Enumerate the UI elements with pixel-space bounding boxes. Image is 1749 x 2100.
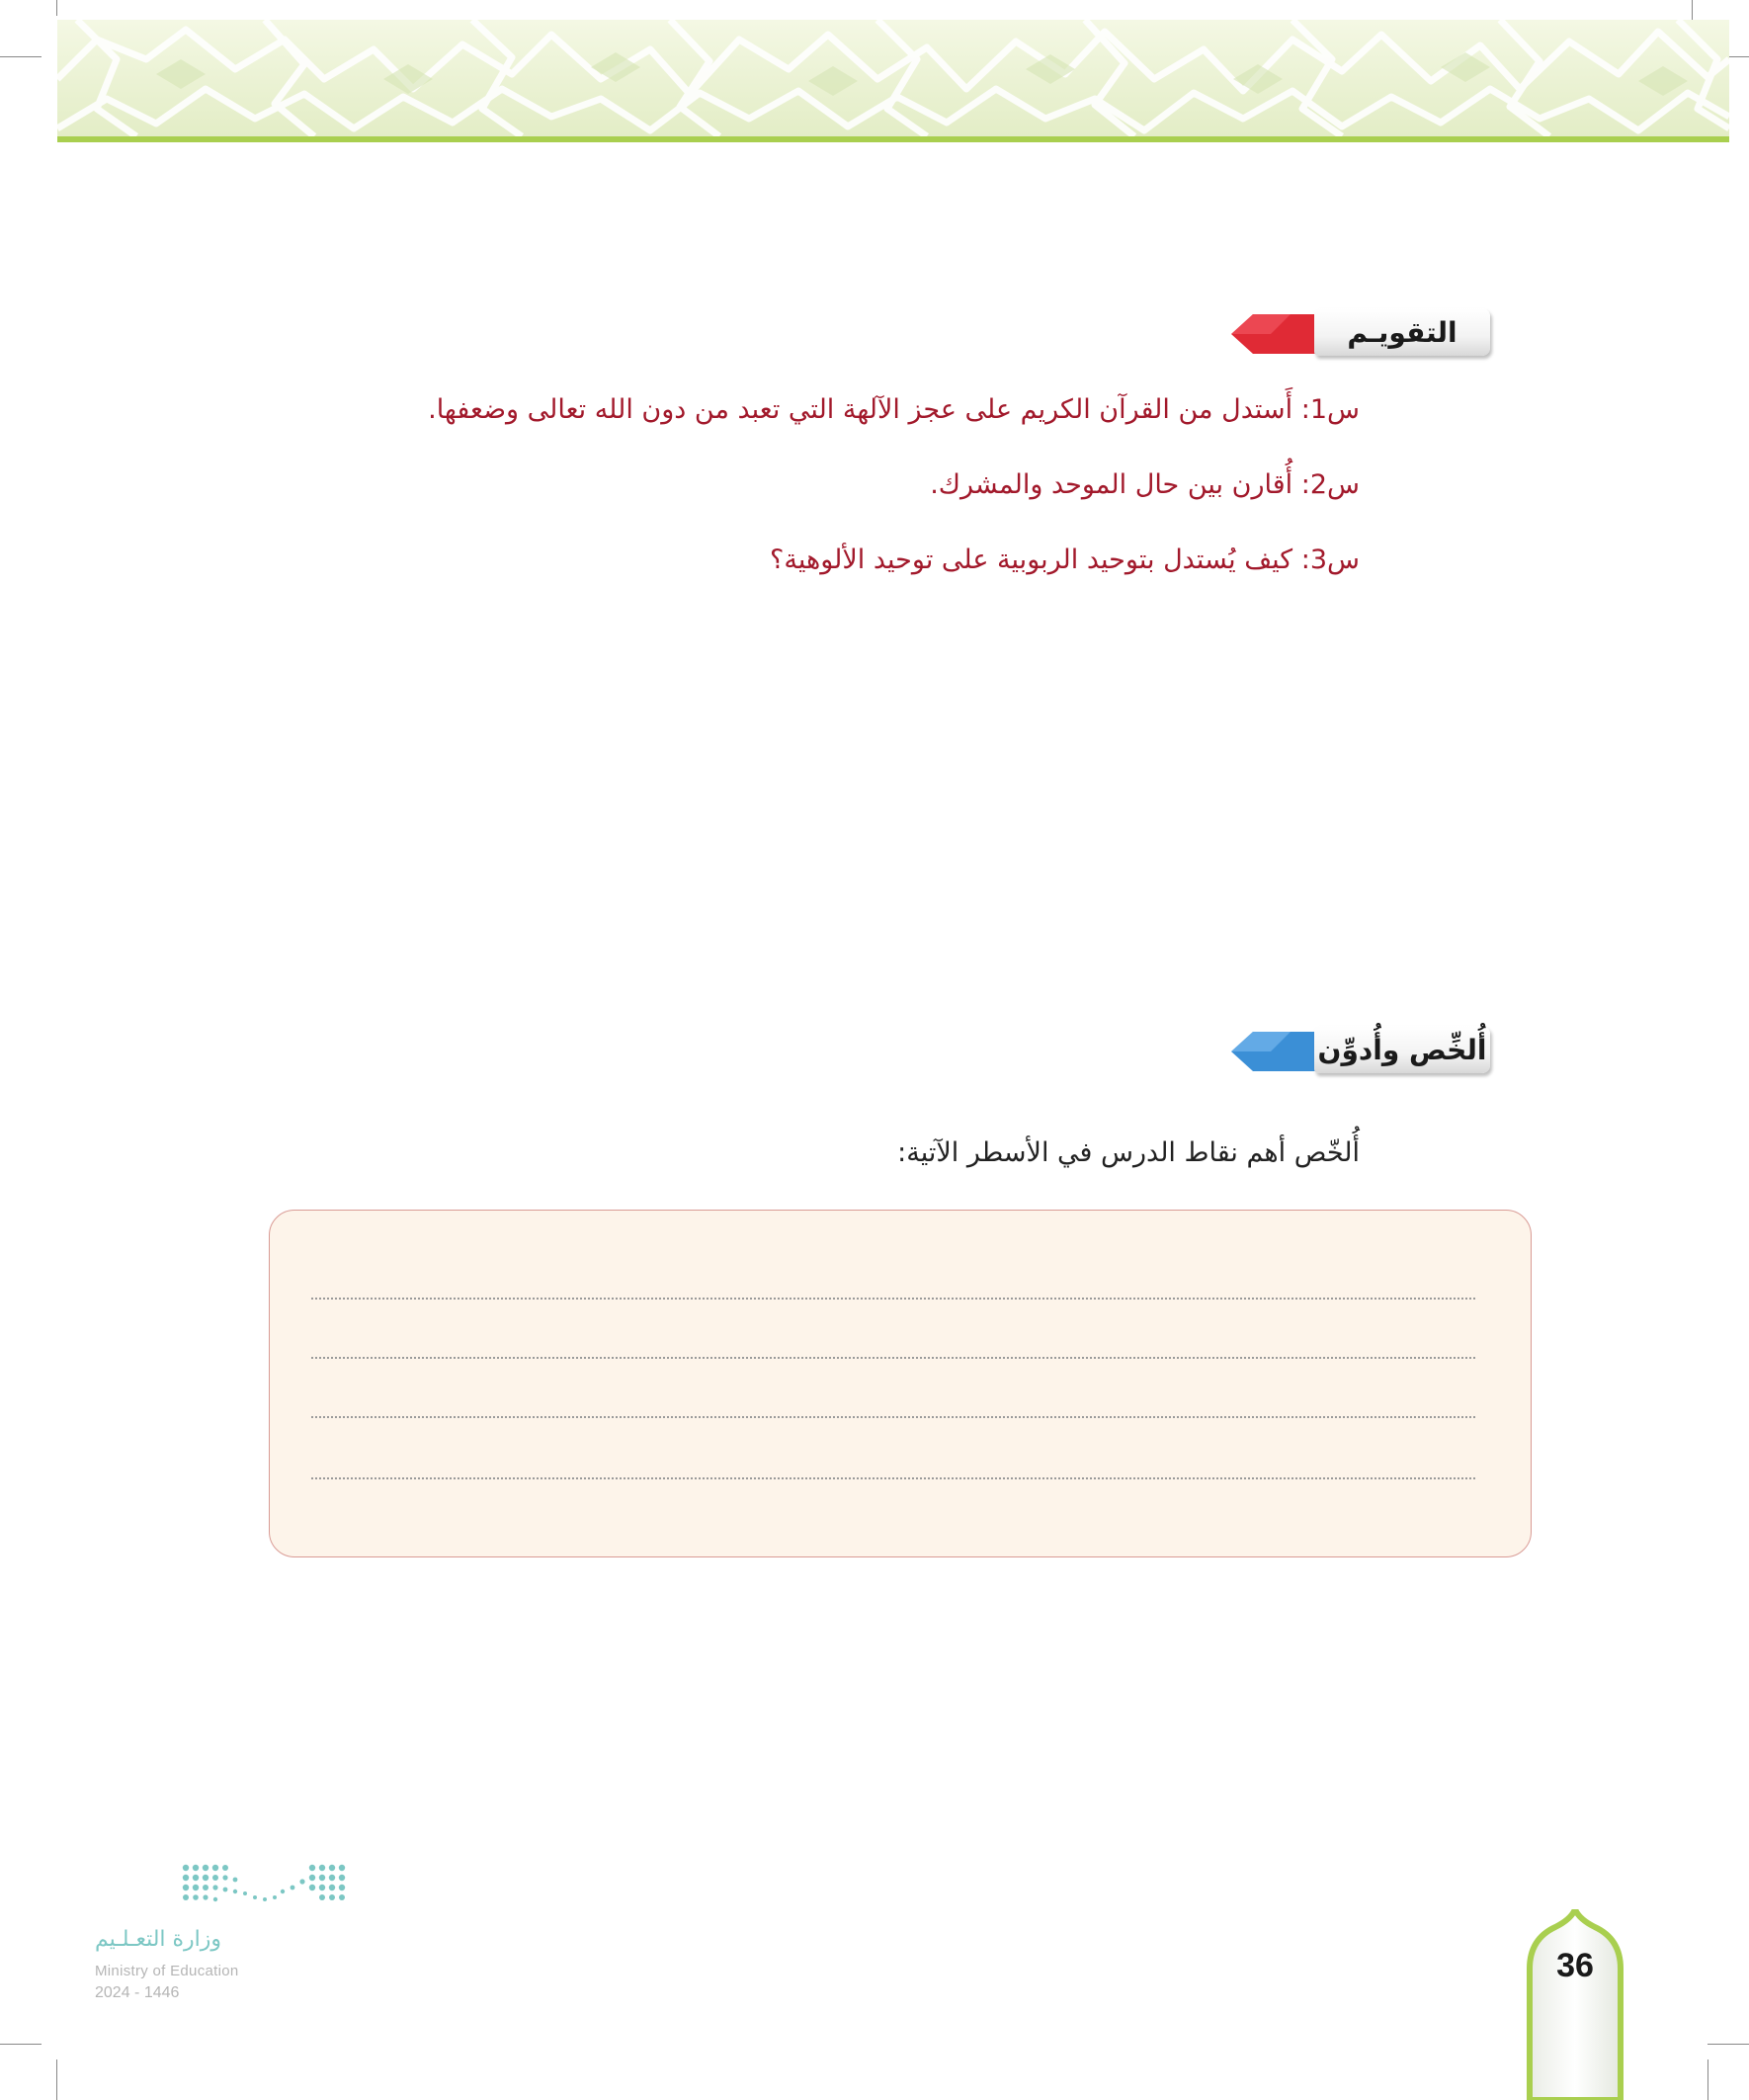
page-number: 36 bbox=[1556, 1947, 1594, 1984]
crop-mark-bottom-left-v bbox=[56, 2059, 57, 2100]
question-3-number: س3: bbox=[1300, 545, 1360, 575]
ministry-name-english: Ministry of Education bbox=[95, 1963, 239, 1979]
evaluation-section-tag bbox=[1231, 308, 1490, 358]
summary-section-title: أُلخِّص وأُدوِّن bbox=[1314, 1026, 1490, 1073]
crop-mark-top-left-v bbox=[56, 0, 57, 16]
writing-line[interactable] bbox=[311, 1477, 1475, 1479]
ministry-year: 2024 - 1446 bbox=[95, 1984, 180, 2001]
evaluation-section-title: التقويـم bbox=[1314, 308, 1490, 356]
question-2 bbox=[930, 469, 1360, 500]
writing-line[interactable] bbox=[311, 1357, 1475, 1359]
ministry-name-arabic: وزارة التعـلـيم bbox=[95, 1927, 222, 1952]
question-1-text: أَستدل من القرآن الكريم على عجز الآلهة التي تعبد من دون الله تعالى وضعفها. bbox=[428, 394, 1293, 425]
question-2-text: أُقارن بين حال الموحد والمشرك. bbox=[930, 469, 1293, 500]
question-2-number: س2: bbox=[1300, 469, 1360, 500]
crop-mark-bottom-right-v bbox=[1707, 2059, 1708, 2100]
ministry-dots-emblem-icon bbox=[178, 1860, 356, 1909]
page-number-tab-icon bbox=[1526, 1909, 1624, 2100]
writing-line[interactable] bbox=[311, 1416, 1475, 1418]
question-3-text: كيف يُستدل بتوحيد الربوبية على توحيد الألوهية؟ bbox=[770, 545, 1293, 575]
crop-mark-bottom-left-h bbox=[0, 2044, 42, 2045]
question-1-number: س1: bbox=[1300, 394, 1360, 425]
question-3 bbox=[770, 545, 1360, 575]
ministry-logo bbox=[95, 1860, 332, 2018]
crop-mark-bottom-right-h bbox=[1707, 2044, 1749, 2045]
summary-section-tag bbox=[1231, 1026, 1490, 1075]
writing-line[interactable] bbox=[311, 1298, 1475, 1300]
header-accent-line bbox=[57, 136, 1729, 142]
geometric-pattern-icon bbox=[57, 20, 1729, 136]
summary-prompt: أُلخّص أهم نقاط الدرس في الأسطر الآتية: bbox=[897, 1137, 1360, 1168]
crop-mark-top-left-h bbox=[0, 56, 42, 57]
question-1 bbox=[428, 394, 1360, 425]
summary-notes-box[interactable] bbox=[269, 1210, 1532, 1557]
header-pattern-band bbox=[57, 20, 1729, 136]
